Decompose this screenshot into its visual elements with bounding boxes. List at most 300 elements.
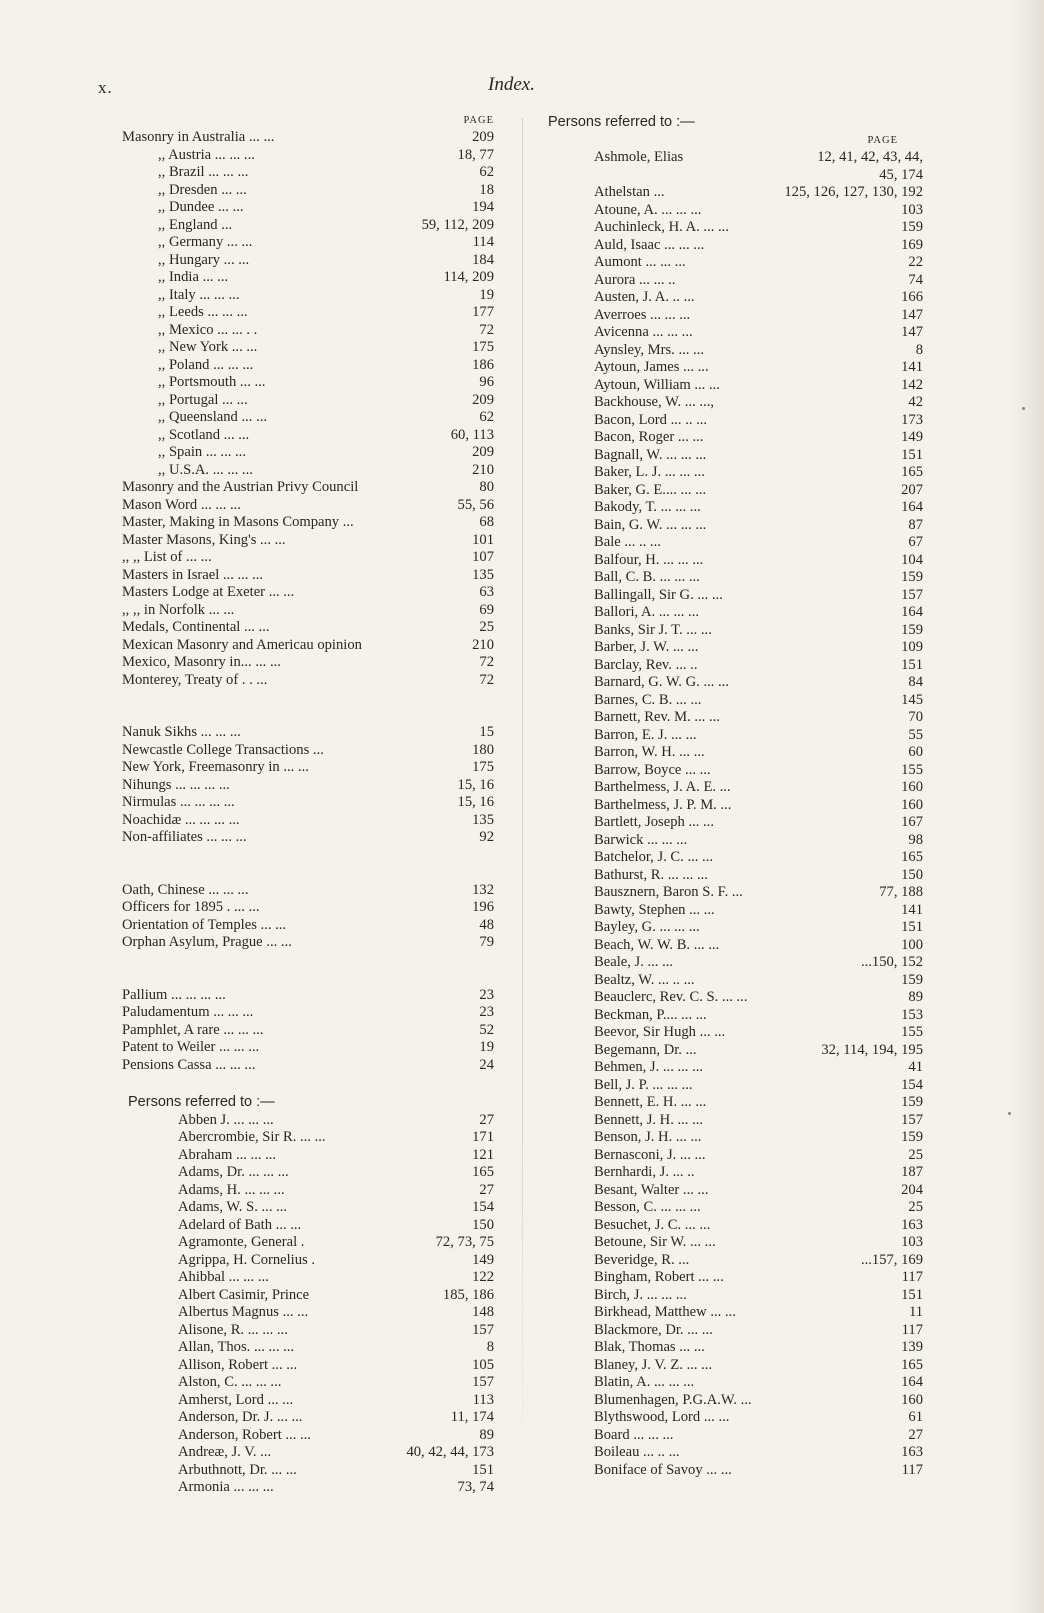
entry-text: Ahibbal ... ... ... — [178, 1269, 269, 1285]
index-entry — [548, 814, 923, 832]
index-entry — [122, 549, 494, 567]
entry-text: Nanuk Sikhs ... ... ... — [122, 724, 241, 740]
entry-text: Nirmulas ... ... ... ... — [122, 794, 235, 810]
entry-text: Auld, Isaac ... ... ... — [594, 236, 705, 253]
entry-text: Masonry and the Austrian Privy Council — [122, 479, 359, 495]
entry-text: Beale, J. ... ... — [594, 954, 674, 970]
entry-text: Noachidæ ... ... ... ... — [122, 811, 240, 828]
entry-text: Behmen, J. ... ... ... — [594, 1059, 704, 1075]
entry-page-ref: 70 — [908, 709, 923, 725]
entry-text: Bacon, Roger ... ... — [594, 429, 704, 445]
entry-text: Banks, Sir J. T. ... ... — [594, 621, 712, 638]
entry-page-ref: 148 — [472, 1304, 494, 1320]
index-entry — [548, 919, 923, 937]
index-entry — [122, 147, 494, 165]
entry-page-ref: 160 — [901, 779, 923, 795]
entry-text: Bagnall, W. ... ... ... — [594, 446, 707, 463]
entry-text: Backhouse, W. ... ..., — [594, 394, 714, 410]
entry-text: Pallium ... ... ... ... — [122, 986, 226, 1003]
entry-page-ref: 103 — [901, 1234, 923, 1250]
entry-text: Baker, L. J. ... ... ... — [594, 464, 705, 480]
index-entry — [122, 164, 494, 182]
index-entry — [122, 1374, 494, 1392]
entry-text: Mexican Masonry and Americau opinion — [122, 636, 362, 653]
entry-page-ref: 135 — [472, 566, 494, 583]
entry-page-ref: ...150, 152 — [860, 954, 923, 970]
index-entry — [548, 1164, 923, 1182]
index-entry — [122, 602, 494, 620]
index-entry — [548, 1409, 923, 1427]
entry-text: Bain, G. W. ... ... ... — [594, 516, 707, 533]
entry-page-ref: 27 — [479, 1181, 494, 1198]
entry-page-ref: 55, 56 — [457, 496, 494, 513]
entry-page-ref: 151 — [901, 1286, 923, 1303]
entry-page-ref: 48 — [479, 916, 494, 933]
entry-page-ref: 25 — [479, 619, 494, 635]
index-entry — [548, 884, 923, 902]
entry-text: Bartlett, Joseph ... ... — [594, 814, 714, 830]
entry-text: Aurora ... ... .. — [594, 271, 676, 288]
index-entry — [548, 1444, 923, 1462]
entry-text: Aytoun, James ... ... — [594, 359, 709, 375]
entry-text: Paludamentum ... ... ... — [122, 1004, 254, 1020]
p-entries — [122, 987, 494, 1075]
index-entry — [548, 202, 923, 220]
entry-text: Anderson, Robert ... ... — [178, 1426, 311, 1443]
entry-page-ref: 159 — [901, 569, 923, 585]
section-gap — [122, 689, 494, 707]
persons-entries-left — [122, 1112, 494, 1497]
entry-page-ref: 151 — [901, 656, 923, 673]
entry-text: Allan, Thos. ... ... ... — [178, 1339, 295, 1355]
entry-page-ref: 25 — [908, 1146, 923, 1163]
entry-page-ref: 167 — [901, 814, 923, 830]
entry-page-ref: 96 — [479, 374, 494, 390]
entry-text: Barnes, C. B. ... ... — [594, 691, 702, 708]
left-column — [122, 112, 494, 1497]
entry-page-ref: 125, 126, 127, 130, 192 — [784, 184, 923, 200]
index-entry — [122, 1164, 494, 1182]
entry-text: Armonia ... ... ... — [178, 1479, 274, 1495]
entry-text: Adams, W. S. ... ... — [178, 1199, 288, 1215]
entry-page-ref: 59, 112, 209 — [421, 216, 494, 233]
persons-heading: Persons referred to :— — [128, 1093, 275, 1110]
entry-page-ref: 80 — [479, 479, 494, 495]
index-entry — [548, 412, 923, 430]
entry-text: Oath, Chinese ... ... ... — [122, 881, 249, 898]
entry-text: Bingham, Robert ... ... — [594, 1269, 724, 1285]
entry-text: ,, Poland ... ... ... — [158, 356, 254, 373]
right-column — [548, 112, 923, 1479]
entry-text: Beckman, P.... ... ... — [594, 1006, 707, 1023]
entry-text: ,, England ... — [158, 216, 233, 233]
index-entry — [548, 587, 923, 605]
entry-page-ref: 209 — [472, 129, 494, 145]
entry-text: Bakody, T. ... ... ... — [594, 499, 701, 515]
entry-page-ref: 101 — [472, 531, 494, 548]
index-entry — [548, 1042, 923, 1060]
entry-page-ref: 19 — [479, 286, 494, 303]
index-entry — [548, 1129, 923, 1147]
index-entry — [122, 1357, 494, 1375]
index-entry — [122, 672, 494, 690]
index-entry — [548, 1462, 923, 1480]
index-entry — [548, 1199, 923, 1217]
index-entry — [122, 217, 494, 235]
entry-page-ref: 23 — [479, 986, 494, 1003]
index-entry — [548, 219, 923, 237]
index-entry — [548, 534, 923, 552]
index-entry — [122, 829, 494, 847]
index-entry — [548, 1112, 923, 1130]
entry-page-ref: 79 — [479, 934, 494, 950]
index-entry — [548, 307, 923, 325]
entry-text: Bennett, E. H. ... ... — [594, 1094, 707, 1110]
entry-page-ref: 92 — [479, 829, 494, 845]
entry-page-ref: 19 — [479, 1039, 494, 1055]
entry-text: ,, Dresden ... ... — [158, 181, 247, 198]
entry-text: ,, Mexico ... ... . . — [158, 321, 258, 338]
entry-text: ,, Germany ... ... — [158, 234, 253, 250]
entry-page-ref: 166 — [901, 289, 923, 305]
entry-text: ,, Portugal ... ... — [158, 391, 248, 408]
entry-text: New York, Freemasonry in ... ... — [122, 759, 309, 775]
index-entry — [122, 584, 494, 602]
entry-page-ref: 196 — [472, 899, 494, 915]
entry-page-ref: 159 — [901, 971, 923, 988]
index-entry — [548, 499, 923, 517]
entry-page-ref: 89 — [479, 1426, 494, 1443]
entry-text: Austen, J. A. .. ... — [594, 289, 695, 305]
index-entry — [548, 657, 923, 675]
index-entry — [548, 622, 923, 640]
entry-text: Averroes ... ... ... — [594, 306, 691, 323]
index-entry — [548, 1059, 923, 1077]
entry-page-ref: 100 — [901, 936, 923, 953]
entry-page-ref: 149 — [472, 1251, 494, 1268]
index-entry — [122, 987, 494, 1005]
index-entry — [548, 1252, 923, 1270]
entry-text: Barron, E. J. ... ... — [594, 726, 697, 743]
index-entry — [122, 1427, 494, 1445]
entry-text: Officers for 1895 . ... ... — [122, 899, 260, 915]
entry-page-ref: 165 — [901, 464, 923, 480]
entry-text: Monterey, Treaty of . . ... — [122, 671, 268, 688]
entry-text: Avicenna ... ... ... — [594, 324, 693, 340]
entry-page-ref: 113 — [472, 1391, 494, 1408]
entry-text: Mexico, Masonry in... ... ... — [122, 654, 281, 670]
index-entry — [548, 1269, 923, 1287]
index-entry — [548, 552, 923, 570]
index-entry — [548, 149, 923, 167]
index-entry — [122, 1129, 494, 1147]
index-entry — [548, 569, 923, 587]
entry-text: Alisone, R. ... ... ... — [178, 1321, 288, 1338]
entry-page-ref: 154 — [472, 1199, 494, 1215]
entry-text: Nihungs ... ... ... ... — [122, 776, 230, 793]
index-entry — [122, 777, 494, 795]
entry-page-ref: 32, 114, 194, 195 — [821, 1041, 923, 1058]
entry-page-ref: 209 — [472, 444, 494, 460]
index-entry — [548, 1304, 923, 1322]
entry-page-ref: 141 — [901, 359, 923, 375]
entry-text: Aynsley, Mrs. ... ... — [594, 341, 705, 358]
index-entry — [548, 867, 923, 885]
entry-page-ref: 63 — [479, 584, 494, 600]
index-entry — [122, 199, 494, 217]
index-entry — [122, 619, 494, 637]
entry-page-ref: 187 — [901, 1164, 923, 1180]
entry-page-ref: 175 — [472, 339, 494, 355]
entry-text: Mason Word ... ... ... — [122, 496, 241, 513]
entry-page-ref: 155 — [901, 1024, 923, 1040]
entry-page-ref: 165 — [472, 1164, 494, 1180]
index-entry — [122, 637, 494, 655]
entry-text: Barthelmess, J. P. M. ... — [594, 796, 732, 813]
index-entry — [122, 759, 494, 777]
entry-page-ref: 164 — [901, 1374, 923, 1390]
section-gap — [122, 952, 494, 970]
entry-text: ,, Italy ... ... ... — [158, 286, 240, 303]
index-entry — [548, 184, 923, 202]
entry-text: Beveridge, R. ... — [594, 1251, 690, 1268]
index-entry — [548, 324, 923, 342]
entry-text: Newcastle College Transactions ... — [122, 741, 324, 758]
index-entry — [548, 1234, 923, 1252]
index-entry — [122, 409, 494, 427]
entry-page-ref: 62 — [479, 164, 494, 180]
entry-page-ref: 27 — [479, 1111, 494, 1128]
entry-page-ref: 114, 209 — [443, 269, 494, 285]
entry-page-ref: 60 — [908, 744, 923, 760]
index-entry — [548, 429, 923, 447]
index-entry — [548, 167, 923, 185]
entry-page-ref: 175 — [472, 759, 494, 775]
entry-text: Barthelmess, J. A. E. ... — [594, 779, 731, 795]
entry-text: ,, Queensland ... ... — [158, 409, 268, 425]
entry-page-ref: 180 — [472, 741, 494, 758]
entry-page-ref: 27 — [908, 1426, 923, 1443]
entry-page-ref: 207 — [901, 481, 923, 498]
index-entry — [548, 1007, 923, 1025]
entry-page-ref: 157 — [901, 1111, 923, 1128]
entry-page-ref: ...157, 169 — [860, 1251, 923, 1268]
entry-text: Patent to Weiler ... ... ... — [122, 1039, 260, 1055]
index-entry — [122, 934, 494, 952]
entry-text: Baker, G. E.... ... ... — [594, 481, 707, 498]
entry-text: Boileau ... .. ... — [594, 1444, 680, 1460]
entry-text: ,, Dundee ... ... — [158, 199, 244, 215]
section-gap — [122, 864, 494, 882]
index-entry — [548, 1147, 923, 1165]
index-entry — [548, 342, 923, 360]
entry-text: Bayley, G. ... ... ... — [594, 919, 700, 935]
entry-page-ref: 177 — [472, 304, 494, 320]
entry-page-ref: 45, 174 — [879, 166, 923, 183]
column-divider — [522, 118, 523, 1478]
entry-page-ref: 163 — [901, 1216, 923, 1233]
section-gap — [122, 1074, 494, 1092]
entry-page-ref: 52 — [479, 1021, 494, 1038]
entry-text: Boniface of Savoy ... ... — [594, 1461, 732, 1478]
index-entry — [122, 444, 494, 462]
entry-page-ref: 89 — [908, 989, 923, 1005]
entry-page-ref: 18, 77 — [457, 146, 494, 163]
entry-text: Bernhardi, J. ... .. — [594, 1164, 695, 1180]
entry-page-ref: 69 — [479, 601, 494, 618]
index-entry — [122, 1039, 494, 1057]
index-entry — [548, 237, 923, 255]
index-entry — [122, 287, 494, 305]
entry-text: Atoune, A. ... ... ... — [594, 201, 702, 218]
entry-page-ref: 117 — [901, 1321, 923, 1338]
index-entry — [548, 447, 923, 465]
entry-text: Barber, J. W. ... ... — [594, 639, 699, 655]
index-entry — [548, 272, 923, 290]
index-entry — [122, 1304, 494, 1322]
entry-text: Barron, W. H. ... ... — [594, 744, 705, 760]
entry-page-ref: 98 — [908, 831, 923, 848]
entry-page-ref: 11 — [908, 1304, 923, 1320]
entry-text: Medals, Continental ... ... — [122, 619, 270, 635]
index-entry — [548, 744, 923, 762]
index-entry — [548, 604, 923, 622]
index-entry — [548, 254, 923, 272]
index-entry — [122, 812, 494, 830]
masonry-entries — [122, 129, 494, 689]
entry-text: Bernasconi, J. ... ... — [594, 1146, 706, 1163]
entry-text: Master Masons, King's ... ... — [122, 531, 286, 548]
entry-text: Adelard of Bath ... ... — [178, 1216, 302, 1233]
entry-text: Blatin, A. ... ... ... — [594, 1374, 695, 1390]
entry-text: Birkhead, Matthew ... ... — [594, 1304, 736, 1320]
index-entry — [122, 357, 494, 375]
index-entry — [548, 989, 923, 1007]
entry-page-ref: 149 — [901, 429, 923, 445]
entry-text: Orphan Asylum, Prague ... ... — [122, 934, 292, 950]
page-edge-shadow — [1008, 0, 1044, 1613]
entry-page-ref: 151 — [901, 919, 923, 935]
entry-page-ref: 72 — [479, 654, 494, 670]
entry-text: Non-affiliates ... ... ... — [122, 829, 247, 845]
entry-page-ref: 67 — [908, 534, 923, 550]
entry-page-ref: 165 — [901, 1356, 923, 1373]
entry-text: Betoune, Sir W. ... ... — [594, 1234, 716, 1250]
entry-page-ref: 147 — [901, 324, 923, 340]
entry-page-ref: 150 — [901, 866, 923, 883]
entry-page-ref: 132 — [472, 881, 494, 898]
index-entry — [122, 339, 494, 357]
entry-text: Bathurst, R. ... ... ... — [594, 866, 708, 883]
index-entry — [548, 517, 923, 535]
index-entry — [548, 709, 923, 727]
entry-text: Benson, J. H. ... ... — [594, 1129, 702, 1145]
entry-text: Alston, C. ... ... ... — [178, 1374, 282, 1390]
index-entry — [122, 462, 494, 480]
index-entry — [122, 1217, 494, 1235]
index-entry — [122, 1112, 494, 1130]
index-entry — [122, 1022, 494, 1040]
page-column-label: PAGE — [463, 115, 494, 126]
entry-page-ref: 159 — [901, 1094, 923, 1110]
entry-text: Barwick ... ... ... — [594, 831, 688, 848]
entry-text: Ashmole, Elias — [594, 149, 684, 165]
index-entry — [548, 1077, 923, 1095]
entry-page-ref: 122 — [472, 1269, 494, 1285]
index-entry — [122, 532, 494, 550]
n-entries — [122, 724, 494, 847]
index-entry — [122, 182, 494, 200]
entry-page-ref: 103 — [901, 201, 923, 218]
index-entry — [122, 1444, 494, 1462]
entry-page-ref: 8 — [486, 1339, 494, 1355]
index-entry — [122, 479, 494, 497]
entry-page-ref: 105 — [472, 1356, 494, 1373]
entry-page-ref: 145 — [901, 691, 923, 708]
entry-text: Batchelor, J. C. ... ... — [594, 849, 713, 865]
index-entry — [548, 1374, 923, 1392]
entry-text: Albert Casimir, Prince — [178, 1286, 310, 1303]
entry-text: Begemann, Dr. ... — [594, 1041, 697, 1058]
page-number: x. — [98, 78, 113, 97]
entry-text: ,, Spain ... ... ... — [158, 444, 246, 460]
entry-page-ref: 157 — [901, 586, 923, 603]
index-entry — [548, 1287, 923, 1305]
index-entry — [548, 359, 923, 377]
entry-text: Abraham ... ... ... — [178, 1146, 277, 1163]
index-entry — [122, 129, 494, 147]
index-entry — [122, 1182, 494, 1200]
entry-page-ref: 153 — [901, 1006, 923, 1023]
entry-page-ref: 160 — [901, 1391, 923, 1408]
index-entry — [548, 1357, 923, 1375]
entry-page-ref: 25 — [908, 1199, 923, 1215]
index-entry — [122, 654, 494, 672]
entry-text: Albertus Magnus ... ... — [178, 1304, 309, 1320]
index-entry — [122, 1057, 494, 1075]
entry-page-ref: 157 — [472, 1321, 494, 1338]
index-entry — [548, 674, 923, 692]
index-entry — [122, 1462, 494, 1480]
entry-text: Bealtz, W. ... .. ... — [594, 971, 695, 988]
entry-page-ref: 210 — [472, 636, 494, 653]
entry-text: Ballori, A. ... ... ... — [594, 604, 699, 620]
section-gap — [122, 707, 494, 725]
entry-text: Andreæ, J. V. ... — [178, 1444, 272, 1460]
entry-text: Bale ... .. ... — [594, 534, 661, 550]
entry-text: Barclay, Rev. ... .. — [594, 656, 698, 673]
entry-page-ref: 22 — [908, 254, 923, 270]
entry-page-ref: 117 — [901, 1269, 923, 1285]
entry-page-ref: 194 — [472, 199, 494, 215]
entry-text: ,, ,, List of ... ... — [122, 549, 212, 565]
index-entry — [122, 724, 494, 742]
entry-page-ref: 135 — [472, 811, 494, 828]
entry-text: Besant, Walter ... ... — [594, 1181, 709, 1198]
index-entry — [122, 1409, 494, 1427]
entry-text: Board ... ... ... — [594, 1426, 674, 1443]
index-entry — [122, 1339, 494, 1357]
entry-text: Aumont ... ... ... — [594, 254, 686, 270]
index-entry — [548, 727, 923, 745]
index-entry — [122, 794, 494, 812]
entry-text: ,, U.S.A. ... ... ... — [158, 461, 253, 478]
entry-text: Besson, C. ... ... ... — [594, 1199, 701, 1215]
index-entry — [548, 902, 923, 920]
entry-page-ref: 107 — [472, 549, 494, 565]
index-entry — [548, 779, 923, 797]
entry-text: Bacon, Lord ... .. ... — [594, 411, 708, 428]
